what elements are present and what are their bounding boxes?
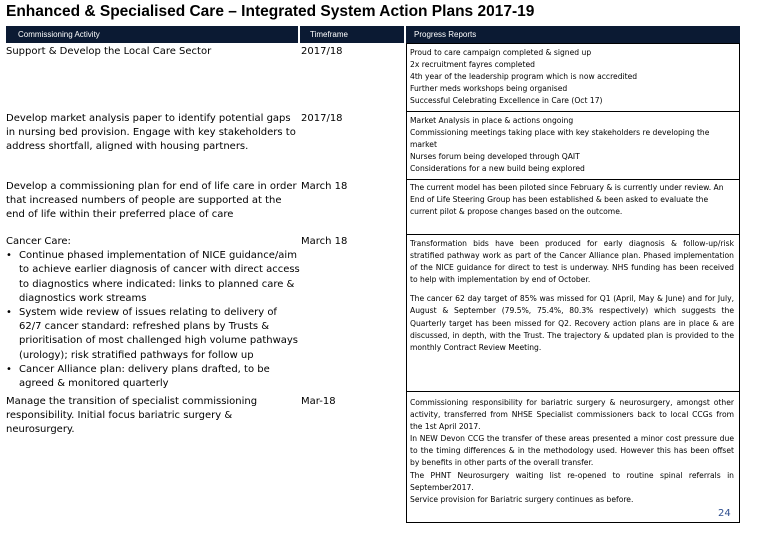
progress-line: Proud to care campaign completed & signed up xyxy=(410,48,592,57)
progress-cell xyxy=(410,397,734,506)
timeframe-cell: Mar-18 xyxy=(301,396,336,407)
progress-line: The PHNT Neurosurgery waiting list re-opened to routine spinal referrals in September2017. xyxy=(410,470,734,492)
progress-cell xyxy=(410,115,734,175)
progress-cell xyxy=(410,238,734,354)
activity-cell: Manage the transition of specialist commissioning responsibility. Initial focus bariatric surgery & neurosurgery. xyxy=(6,396,258,436)
timeframe-cell: March 18 xyxy=(301,236,348,247)
activity-bullet: • System wide review of issues relating to delivery of 62/7 cancer standard: refreshed plans by Trusts & prioritisation of most challenged high volume pathways (urology); risk stratified pathways for follow up xyxy=(6,306,300,363)
progress-line: Considerations for a new build being explored xyxy=(410,164,585,174)
header-progress: Progress Reports xyxy=(406,26,740,43)
timeframe-cell: 2017/18 xyxy=(301,113,343,124)
progress-line: Commissioning responsibility for bariatric surgery & neurosurgery, amongst other activity, transferred from NHSE Specialist commissioners back to local CCGs from the 1st April 2017. xyxy=(410,398,734,432)
progress-line: 2x recruitment fayres completed xyxy=(410,60,535,70)
activity-cell: Develop market analysis paper to identify potential gaps in nursing bed provision. Engage with key stakeholders to address shortfall, aligned with housing partners. xyxy=(6,113,296,153)
header-timeframe: Timeframe xyxy=(300,26,404,43)
activity-cell: Support & Develop the Local Care Sector xyxy=(6,46,212,57)
progress-line: The cancer 62 day target of 85% was missed for Q1 (April, May & June) and for July, August & September (79.5%, 75.4%, 80.3% respectively) which suggests the Quarterly target has been missed for Q2. Recovery action plans are in place & are discussed, in depth, with the Trust. The trajectory & updated plan is provided to the monthly Contract Review Meeting. xyxy=(410,294,734,352)
progress-line: Further meds workshops being organised xyxy=(410,84,568,94)
progress-line: Nurses forum being developed through QAIT xyxy=(410,152,580,162)
progress-line: Market Analysis in place & actions ongoing xyxy=(410,116,574,125)
progress-cell xyxy=(410,47,734,107)
row-divider xyxy=(406,111,740,112)
progress-line: Commissioning meetings taking place with key stakeholders re developing the market xyxy=(410,128,710,150)
activity-bullet: • Cancer Alliance plan: delivery plans drafted, to be agreed & monitored quarterly xyxy=(6,363,300,391)
row-divider xyxy=(406,391,740,392)
activity-cell: Develop a commissioning plan for end of life care in order that increased numbers of people are supported at the end of life within their preferred place of care xyxy=(6,181,297,221)
activity-bullet-list xyxy=(6,249,300,391)
progress-line: Service provision for Bariatric surgery continues as before. xyxy=(410,494,634,504)
progress-line: In NEW Devon CCG the transfer of these areas presented a minor cost pressure due to the timing differences & in the methodology used. However this has been offset by benefits in other parts of the overall transfer. xyxy=(410,434,734,468)
activity-heading: Cancer Care: xyxy=(6,236,71,247)
timeframe-cell: 2017/18 xyxy=(301,46,343,57)
page-number: 24 xyxy=(718,508,731,519)
progress-line: 4th year of the leadership program which is now accredited xyxy=(410,72,638,82)
page-title: Enhanced & Specialised Care – Integrated System Action Plans 2017-19 xyxy=(6,3,535,20)
row-divider xyxy=(406,234,740,235)
progress-line: The current model has been piloted since February & is currently under review. An End of Life Steering Group has been established & been asked to evaluate the current pilot & propose changes based on the outcome. xyxy=(410,183,724,217)
progress-cell xyxy=(410,182,734,218)
timeframe-cell: March 18 xyxy=(301,181,348,192)
progress-line: Successful Celebrating Excellence in Care (Oct 17) xyxy=(410,96,603,106)
progress-line: Transformation bids have been produced for early diagnosis & follow-up/risk stratified pathway work as part of the Cancer Alliance plan. Phased implementation of the NICE guidance for direct to test is underway. NHS funding has been received to help with implementation by end of October. xyxy=(410,239,734,285)
header-activity: Commissioning Activity xyxy=(6,26,298,43)
row-divider xyxy=(406,179,740,180)
activity-cell xyxy=(6,235,300,391)
activity-bullet: • Continue phased implementation of NICE guidance/aim to achieve earlier diagnosis of cancer with direct access to diagnostics where indicated: links to planned care & diagnostics work streams xyxy=(6,249,300,306)
